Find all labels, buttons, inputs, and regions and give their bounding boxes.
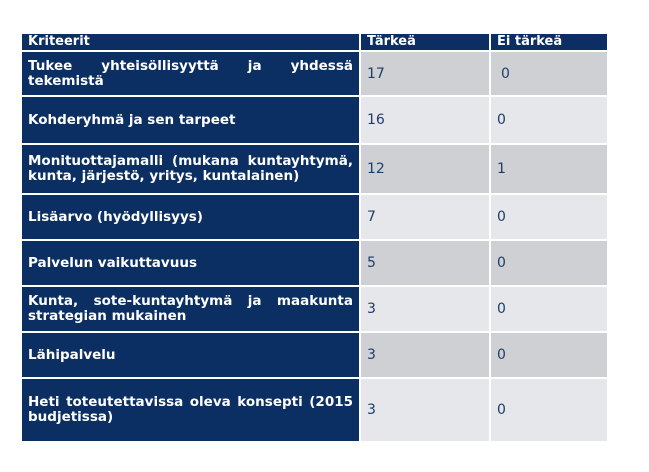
not-important-count-cell: 1 <box>490 144 607 194</box>
not-important-count-cell: 0 <box>490 286 607 332</box>
table-row <box>22 51 607 96</box>
not-important-count-cell: 0 <box>490 378 607 442</box>
not-important-count-cell: 0 <box>490 332 607 378</box>
table-row <box>22 96 607 144</box>
header-criteria: Kriteerit <box>22 34 360 51</box>
table-row <box>22 144 607 194</box>
important-count-cell: 7 <box>360 194 490 240</box>
criteria-cell: Monituottajamalli (mukana kuntayhtymä, kunta, järjestö, yritys, kuntalainen) <box>22 144 360 194</box>
not-important-count-cell: 0 <box>490 194 607 240</box>
important-count-cell: 16 <box>360 96 490 144</box>
header-not-important: Ei tärkeä <box>490 34 607 51</box>
criteria-cell: Kunta, sote-kuntayhtymä ja maakunta strategian mukainen <box>22 286 360 332</box>
important-count-cell: 3 <box>360 286 490 332</box>
header-row <box>22 34 607 51</box>
important-count-cell: 3 <box>360 378 490 442</box>
important-count-cell: 17 <box>360 51 490 96</box>
criteria-cell: Kohderyhmä ja sen tarpeet <box>22 96 360 144</box>
table-row <box>22 378 607 442</box>
not-important-count-cell: 0 <box>490 96 607 144</box>
criteria-cell: Lisäarvo (hyödyllisyys) <box>22 194 360 240</box>
criteria-cell: Lähipalvelu <box>22 332 360 378</box>
table-row <box>22 194 607 240</box>
important-count-cell: 12 <box>360 144 490 194</box>
criteria-table <box>22 34 607 443</box>
important-count-cell: 5 <box>360 240 490 286</box>
table-row <box>22 240 607 286</box>
criteria-cell: Heti toteutettavissa oleva konsepti (2015 budjetissa) <box>22 378 360 442</box>
not-important-count-cell: 0 <box>490 51 607 96</box>
table-row <box>22 286 607 332</box>
not-important-count-cell: 0 <box>490 240 607 286</box>
criteria-cell: Palvelun vaikuttavuus <box>22 240 360 286</box>
table-row <box>22 332 607 378</box>
header-important: Tärkeä <box>360 34 490 51</box>
criteria-cell: Tukee yhteisöllisyyttä ja yhdessä tekemistä <box>22 51 360 96</box>
important-count-cell: 3 <box>360 332 490 378</box>
